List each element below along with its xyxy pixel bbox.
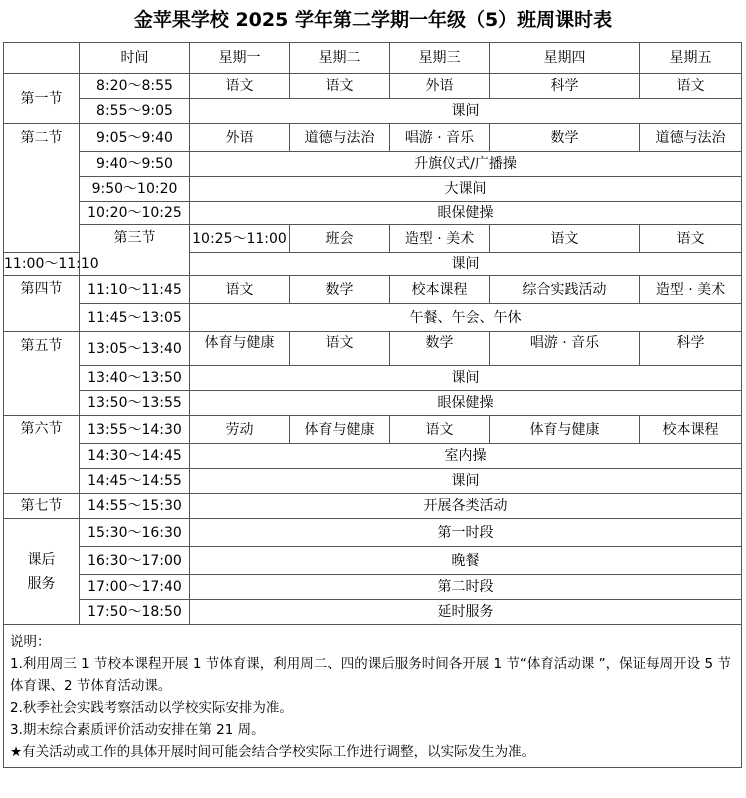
subject-cell: 造型 · 美术 xyxy=(640,276,742,304)
activity-cell: 延时服务 xyxy=(190,600,742,625)
time-cell: 13:40～13:50 xyxy=(80,366,190,391)
activity-cell: 晚餐 xyxy=(190,547,742,575)
subject-cell: 综合实践活动 xyxy=(490,276,640,304)
subject-cell: 体育与健康 xyxy=(490,416,640,444)
subject-cell: 语文 xyxy=(290,74,390,99)
subject-cell: 唱游 · 音乐 xyxy=(390,124,490,152)
header-tue: 星期二 xyxy=(290,43,390,74)
activity-cell: 课间 xyxy=(190,469,742,494)
subject-cell: 语文 xyxy=(390,416,490,444)
table-row xyxy=(4,177,742,202)
activity-cell: 升旗仪式/广播操 xyxy=(190,152,742,177)
subject-cell: 外语 xyxy=(390,74,490,99)
activity-cell: 室内操 xyxy=(190,444,742,469)
table-row xyxy=(4,494,742,519)
time-cell: 17:00～17:40 xyxy=(80,575,190,600)
period-label: 第六节 xyxy=(4,416,80,494)
table-row xyxy=(4,416,742,444)
time-cell: 10:25～11:00 xyxy=(190,225,290,253)
subject-cell: 体育与健康 xyxy=(290,416,390,444)
subject-cell: 语文 xyxy=(190,74,290,99)
time-cell: 11:45～13:05 xyxy=(80,304,190,332)
activity-cell: 课间 xyxy=(190,253,742,276)
subject-cell: 校本课程 xyxy=(390,276,490,304)
subject-cell: 校本课程 xyxy=(640,416,742,444)
activity-cell: 课间 xyxy=(190,366,742,391)
subject-cell: 科学 xyxy=(640,332,742,366)
time-cell: 13:50～13:55 xyxy=(80,391,190,416)
time-cell: 16:30～17:00 xyxy=(80,547,190,575)
table-row xyxy=(4,469,742,494)
subject-cell: 班会 xyxy=(290,225,390,253)
period-label: 第四节 xyxy=(4,276,80,332)
header-row xyxy=(4,43,742,74)
activity-cell: 眼保健操 xyxy=(190,202,742,225)
table-row xyxy=(4,547,742,575)
subject-cell: 体育与健康 xyxy=(190,332,290,366)
notes-cell xyxy=(4,625,742,768)
page-title: 金苹果学校 2025 学年第二学期一年级（5）班周课时表 xyxy=(133,9,613,31)
activity-cell: 第二时段 xyxy=(190,575,742,600)
subject-cell: 语文 xyxy=(490,225,640,253)
subject-cell: 劳动 xyxy=(190,416,290,444)
notes-heading: 说明： xyxy=(10,634,51,650)
table-row xyxy=(4,74,742,99)
subject-cell: 科学 xyxy=(490,74,640,99)
table-row xyxy=(4,99,742,124)
table-row xyxy=(4,391,742,416)
subject-cell: 语文 xyxy=(190,276,290,304)
notes-row xyxy=(4,625,742,768)
activity-cell: 眼保健操 xyxy=(190,391,742,416)
table-row xyxy=(4,600,742,625)
table-row xyxy=(4,152,742,177)
period-label: 第五节 xyxy=(4,332,80,416)
activity-cell: 午餐、午会、午休 xyxy=(190,304,742,332)
corner-cell xyxy=(4,43,80,74)
activity-cell: 课间 xyxy=(190,99,742,124)
timetable xyxy=(3,42,742,768)
period-label: 第七节 xyxy=(4,494,80,519)
time-cell: 11:00～11:10 xyxy=(4,253,80,276)
subject-cell: 语文 xyxy=(640,225,742,253)
time-cell: 10:20～10:25 xyxy=(80,202,190,225)
note-item: 2.秋季社会实践考察活动以学校实际安排为准。 xyxy=(10,700,293,716)
subject-cell: 外语 xyxy=(190,124,290,152)
subject-cell: 数学 xyxy=(490,124,640,152)
time-cell: 9:50～10:20 xyxy=(80,177,190,202)
subject-cell: 数学 xyxy=(290,276,390,304)
subject-cell: 唱游 · 音乐 xyxy=(490,332,640,366)
table-row xyxy=(4,575,742,600)
time-cell: 14:30～14:45 xyxy=(80,444,190,469)
table-row xyxy=(4,519,742,547)
header-wed: 星期三 xyxy=(390,43,490,74)
activity-cell: 第一时段 xyxy=(190,519,742,547)
time-cell: 15:30～16:30 xyxy=(80,519,190,547)
time-cell: 9:05～9:40 xyxy=(80,124,190,152)
time-cell: 8:55～9:05 xyxy=(80,99,190,124)
after-school-label: 课后 服务 xyxy=(4,519,80,625)
note-item: 1.利用周三 1 节校本课程开展 1 节体育课，利用周二、四的课后服务时间各开展 1 节“体育活动课 ”，保证每周开设 5 节体育课、2 节体育活动课。 xyxy=(10,656,731,694)
time-cell: 14:55～15:30 xyxy=(80,494,190,519)
time-cell: 11:10～11:45 xyxy=(80,276,190,304)
time-cell: 13:55～14:30 xyxy=(80,416,190,444)
header-fri: 星期五 xyxy=(640,43,742,74)
subject-cell: 道德与法治 xyxy=(290,124,390,152)
table-row xyxy=(4,202,742,225)
table-row xyxy=(4,444,742,469)
period-label: 第二节 xyxy=(4,124,80,253)
subject-cell: 数学 xyxy=(390,332,490,366)
note-item: ★有关活动或工作的具体开展时间可能会结合学校实际工作进行调整，以实际发生为准。 xyxy=(10,744,536,760)
table-row xyxy=(4,366,742,391)
subject-cell: 道德与法治 xyxy=(640,124,742,152)
table-row xyxy=(4,332,742,366)
table-row xyxy=(4,225,742,253)
time-cell: 14:45～14:55 xyxy=(80,469,190,494)
table-row xyxy=(4,304,742,332)
activity-cell: 大课间 xyxy=(190,177,742,202)
time-cell: 9:40～9:50 xyxy=(80,152,190,177)
period-label: 第三节 xyxy=(80,225,190,276)
subject-cell: 造型 · 美术 xyxy=(390,225,490,253)
time-cell: 8:20～8:55 xyxy=(80,74,190,99)
time-cell: 17:50～18:50 xyxy=(80,600,190,625)
activity-cell: 开展各类活动 xyxy=(190,494,742,519)
note-item: 3.期末综合素质评价活动安排在第 21 周。 xyxy=(10,722,265,738)
subject-cell: 语文 xyxy=(290,332,390,366)
header-time: 时间 xyxy=(80,43,190,74)
table-row xyxy=(4,124,742,152)
header-thu: 星期四 xyxy=(490,43,640,74)
time-cell: 13:05～13:40 xyxy=(80,332,190,366)
period-label: 第一节 xyxy=(4,74,80,124)
table-row xyxy=(4,276,742,304)
subject-cell: 语文 xyxy=(640,74,742,99)
header-mon: 星期一 xyxy=(190,43,290,74)
